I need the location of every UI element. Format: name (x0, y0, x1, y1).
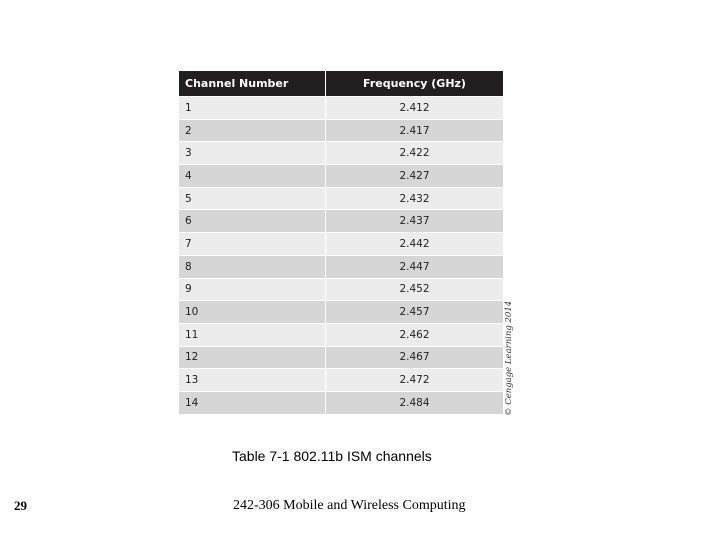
channel-table-container (179, 71, 503, 414)
channel-number-cell: 3 (179, 142, 326, 165)
channel-number-cell: 10 (179, 301, 326, 324)
frequency-cell: 2.442 (326, 233, 504, 256)
table-row (179, 187, 503, 210)
frequency-cell: 2.484 (326, 391, 504, 413)
frequency-cell: 2.467 (326, 346, 504, 369)
channel-number-cell: 13 (179, 369, 326, 392)
table-row (179, 233, 503, 256)
channel-number-cell: 5 (179, 187, 326, 210)
channel-number-cell: 6 (179, 210, 326, 233)
table-row (179, 391, 503, 413)
header-channel-number: Channel Number (179, 71, 326, 97)
table-row (179, 278, 503, 301)
table-row (179, 369, 503, 392)
channel-number-cell: 8 (179, 255, 326, 278)
frequency-cell: 2.417 (326, 119, 504, 142)
page-number: 29 (14, 498, 27, 513)
caption-text: 802.11b ISM channels (289, 448, 432, 464)
frequency-cell: 2.422 (326, 142, 504, 165)
caption-label: Table 7-1 (232, 448, 290, 464)
table-row (179, 323, 503, 346)
frequency-cell: 2.447 (326, 255, 504, 278)
table-row (179, 142, 503, 165)
channel-number-cell: 12 (179, 346, 326, 369)
frequency-cell: 2.432 (326, 187, 504, 210)
frequency-cell: 2.427 (326, 165, 504, 188)
frequency-cell: 2.437 (326, 210, 504, 233)
frequency-cell: 2.412 (326, 97, 504, 120)
table-body (179, 97, 503, 414)
frequency-cell: 2.452 (326, 278, 504, 301)
frequency-cell: 2.457 (326, 301, 504, 324)
table-row (179, 346, 503, 369)
channel-number-cell: 11 (179, 323, 326, 346)
table-row (179, 255, 503, 278)
copyright-credit: © Cengage Learning 2014 (504, 300, 514, 416)
channel-number-cell: 9 (179, 278, 326, 301)
table-row (179, 210, 503, 233)
header-frequency: Frequency (GHz) (326, 71, 504, 97)
frequency-cell: 2.462 (326, 323, 504, 346)
channel-number-cell: 1 (179, 97, 326, 120)
course-footer: 242-306 Mobile and Wireless Computing (233, 498, 466, 513)
table-row (179, 165, 503, 188)
channel-number-cell: 7 (179, 233, 326, 256)
table-row (179, 301, 503, 324)
channel-number-cell: 4 (179, 165, 326, 188)
table-header-row (179, 71, 503, 97)
channel-number-cell: 2 (179, 119, 326, 142)
table-caption (232, 447, 432, 466)
channel-frequency-table (179, 71, 503, 414)
channel-number-cell: 14 (179, 391, 326, 413)
frequency-cell: 2.472 (326, 369, 504, 392)
table-row (179, 97, 503, 120)
table-row (179, 119, 503, 142)
